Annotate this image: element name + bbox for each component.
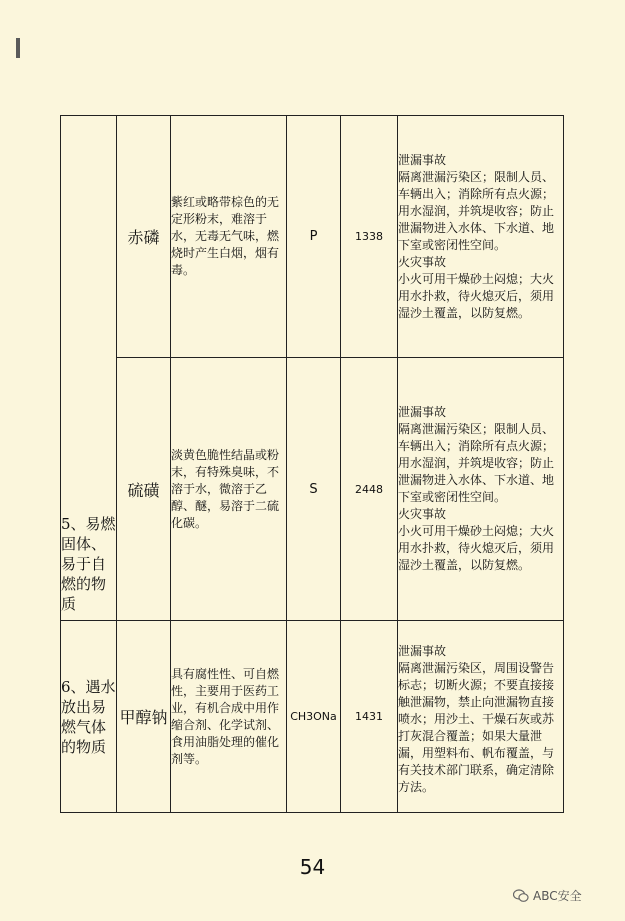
un-number: 1338 (341, 116, 398, 358)
emergency-measures (398, 358, 564, 621)
table-row (61, 116, 564, 358)
substance-name: 赤磷 (117, 116, 171, 358)
category-cell: 6、遇水放出易燃气体的物质 (61, 621, 117, 813)
wechat-icon (513, 889, 529, 903)
emergency-text: 小火可用干燥砂土闷熄；大火用水扑救，待火熄灭后，须用湿沙土覆盖，以防复燃。 (398, 524, 555, 572)
chemical-formula: P (287, 116, 341, 358)
emergency-heading: 泄漏事故 (398, 405, 447, 419)
un-number: 1431 (341, 621, 398, 813)
emergency-heading: 泄漏事故 (398, 152, 447, 167)
substance-name: 甲醇钠 (117, 621, 171, 813)
emergency-text: 隔离泄漏污染区；限制人员、车辆出入；消除所有点火源；用水湿润，并筑堤收容；防止泄漏物进入水体、下水道、地下室或密闭性空间。 (398, 422, 555, 504)
emergency-text: 隔离泄漏污染区，周围设警告标志；切断火源；不要直接接触泄漏物，禁止向泄漏物直接喷水；用沙土、干燥石灰或苏打灰混合覆盖；如果大量泄漏，用塑料布、帆布覆盖，与有关技术部门联系，确定清除方法。 (398, 661, 555, 794)
emergency-measures (398, 621, 564, 813)
emergency-text: 隔离泄漏污染区；限制人员、车辆出入；消除所有点火源；用水湿润，并筑堤收容；防止泄漏物进入水体、下水道、地下室或密闭性空间。 (398, 169, 555, 252)
emergency-heading: 火灾事故 (398, 254, 447, 269)
corner-mark (16, 38, 20, 58)
substance-name: 硫磺 (117, 358, 171, 621)
substance-description: 具有腐性性、可自燃性，主要用于医药工业，有机合成中用作缩合剂、化学试剂、食用油脂处理的催化剂等。 (171, 621, 287, 813)
page-number: 54 (299, 855, 326, 879)
watermark (513, 887, 582, 904)
table-row (61, 621, 564, 813)
emergency-measures (398, 116, 564, 358)
emergency-text: 小火可用干燥砂土闷熄；大火用水扑救，待火熄灭后，须用湿沙土覆盖，以防复燃。 (398, 271, 555, 320)
emergency-heading: 火灾事故 (398, 507, 447, 521)
watermark-text: ABC安全 (533, 889, 582, 903)
category-cell: 5、易燃固体、易于自燃的物质 (61, 116, 117, 621)
emergency-heading: 泄漏事故 (398, 644, 447, 658)
un-number: 2448 (341, 358, 398, 621)
table-row (61, 358, 564, 621)
chemical-formula: CH3ONa (287, 621, 341, 813)
hazard-table (60, 115, 564, 813)
chemical-formula: S (287, 358, 341, 621)
substance-description: 淡黄色脆性结晶或粉末，有特殊臭味，不溶于水，微溶于乙醇、醚，易溶于二硫化碳。 (171, 358, 287, 621)
substance-description: 紫红或略带棕色的无定形粉末，难溶于水，无毒无气味，燃烧时产生白烟，烟有毒。 (171, 116, 287, 358)
